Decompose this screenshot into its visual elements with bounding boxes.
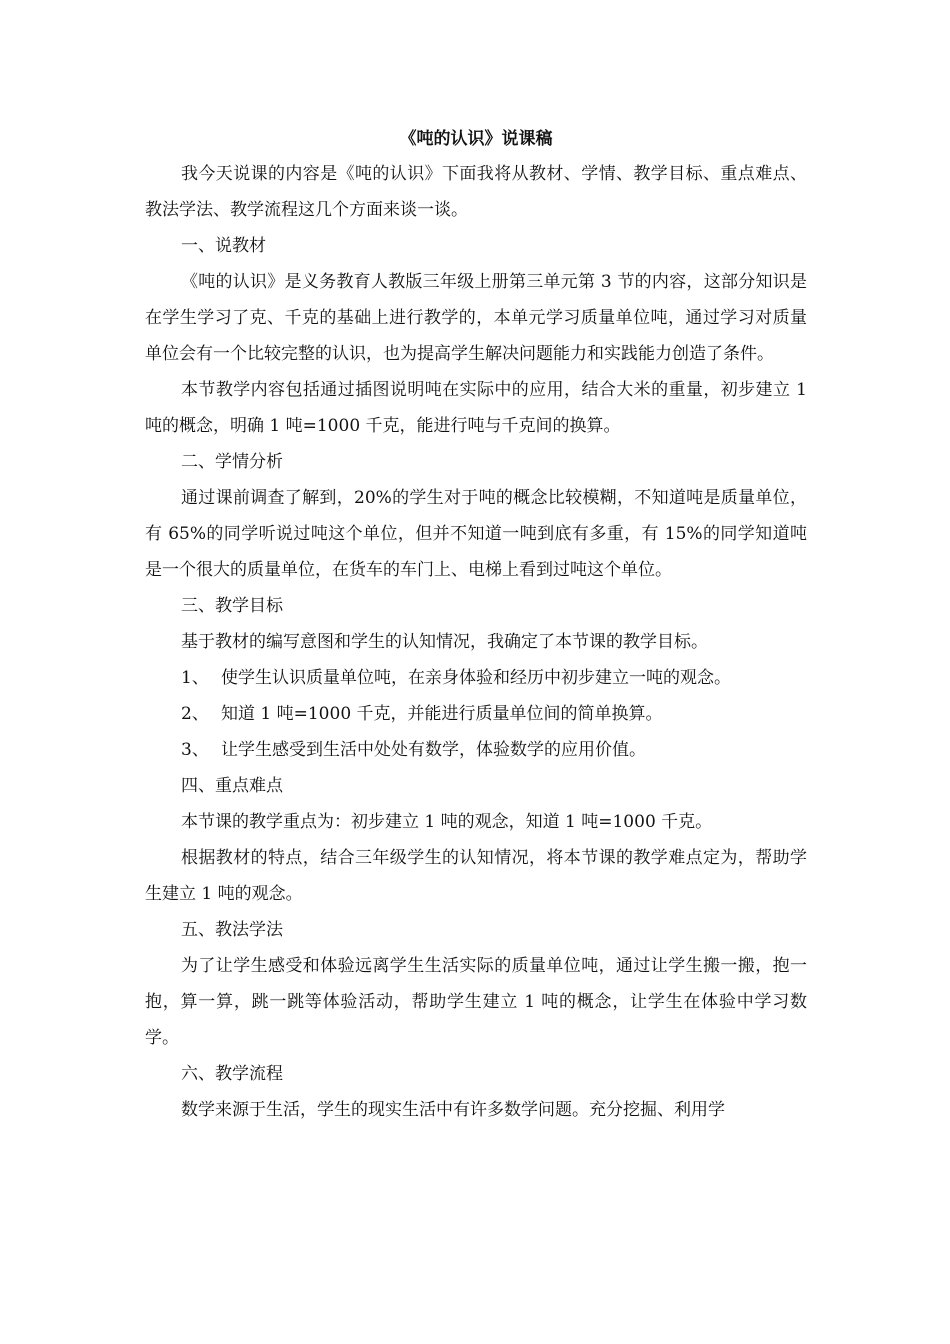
section-heading-teaching-goals: 三、教学目标 [181, 596, 283, 616]
section-paragraph: 基于教材的编写意图和学生的认知情况，我确定了本节课的教学目标。 [181, 632, 708, 652]
section-heading-methods: 五、教法学法 [181, 920, 283, 940]
goal-list-item [145, 696, 807, 732]
section-paragraph: 数学来源于生活，学生的现实生活中有许多数学问题。充分挖掘、利用学 [181, 1100, 725, 1120]
section-paragraph: 《吨的认识》是义务教育人教版三年级上册第三单元第 3 节的内容，这部分知识是在学生学习了克、千克的基础上进行教学的，本单元学习质量单位吨，通过学习对质量单位会有一个比较完整的认识，也为提高学生解决问题能力和实践能力创造了条件。 [145, 272, 807, 364]
document-title: 《吨的认识》说课稿 [399, 129, 553, 149]
section-heading-teaching-process: 六、教学流程 [181, 1064, 283, 1084]
goal-list-item [145, 732, 807, 768]
section-paragraph: 本节教学内容包括通过插图说明吨在实际中的应用，结合大米的重量，初步建立 1 吨的概念，明确 1 吨=1000 千克，能进行吨与千克间的换算。 [145, 380, 807, 436]
section-paragraph: 本节课的教学重点为：初步建立 1 吨的观念，知道 1 吨=1000 千克。 [181, 812, 713, 832]
list-number: 1、 [181, 668, 209, 688]
list-text: 知道 1 吨=1000 千克，并能进行质量单位间的简单换算。 [221, 704, 663, 724]
section-paragraph: 根据教材的特点，结合三年级学生的认知情况，将本节课的教学难点定为，帮助学生建立 1 吨的观念。 [145, 848, 807, 904]
section-heading-key-points: 四、重点难点 [181, 776, 283, 796]
section-paragraph: 为了让学生感受和体验远离学生生活实际的质量单位吨，通过让学生搬一搬，抱一抱，算一算，跳一跳等体验活动，帮助学生建立 1 吨的概念，让学生在体验中学习数学。 [145, 956, 807, 1048]
list-text: 使学生认识质量单位吨，在亲身体验和经历中初步建立一吨的观念。 [221, 668, 731, 688]
section-heading-teaching-material: 一、说教材 [181, 236, 266, 256]
list-number: 3、 [181, 740, 209, 760]
list-text: 让学生感受到生活中处处有数学，体验数学的应用价值。 [221, 740, 646, 760]
list-number: 2、 [181, 704, 209, 724]
document-page [145, 124, 807, 1128]
intro-paragraph: 我今天说课的内容是《吨的认识》下面我将从教材、学情、教学目标、重点难点、教法学法、教学流程这几个方面来谈一谈。 [145, 164, 807, 220]
goal-list-item [145, 660, 807, 696]
section-heading-student-analysis: 二、学情分析 [181, 452, 283, 472]
section-paragraph: 通过课前调查了解到，20%的学生对于吨的概念比较模糊，不知道吨是质量单位，有 65%的同学听说过吨这个单位，但并不知道一吨到底有多重，有 15%的同学知道吨是一个很大的质量单位，在货车的车门上、电梯上看到过吨这个单位。 [145, 488, 807, 580]
